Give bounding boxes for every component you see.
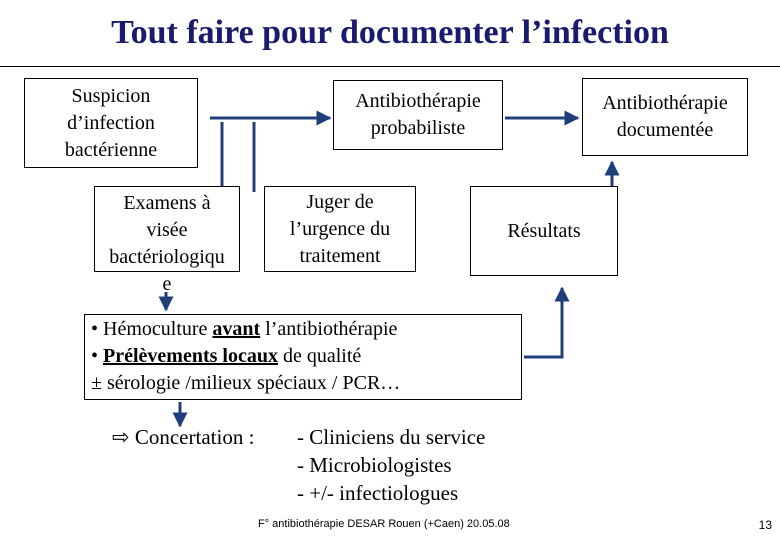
list-item: • Prélèvements locaux de qualité [91, 345, 362, 367]
box-examens-label: Examens à visée bactériologiqu e [109, 192, 225, 295]
box-probabiliste-label: Antibiothérapie probabiliste [355, 90, 481, 139]
arrow-list-to-resultats [524, 288, 562, 357]
box-juger-label: Juger de l’urgence du traitement [289, 190, 391, 267]
box-suspicion-label: Suspicion d’infection bactérienne [64, 84, 158, 161]
box-resultats-label: Résultats [507, 219, 581, 242]
concertation-label: Concertation : [134, 425, 255, 449]
box-documentee [582, 78, 748, 156]
list-item: ± sérologie /milieux spéciaux / PCR… [91, 372, 401, 394]
sampling-list [84, 314, 522, 400]
emphasis-prelevements: Prélèvements locaux [103, 345, 278, 367]
footer-text: F° antibiothérapie DESAR Rouen (+Caen) 20.05.08 [258, 518, 510, 530]
list-item: - +/- infectiologues [297, 481, 459, 505]
page-title: Tout faire pour documenter l’infection [111, 14, 669, 51]
box-probabiliste [333, 80, 503, 150]
emphasis-avant: avant [212, 318, 261, 340]
box-juger [264, 186, 416, 272]
concertation-block [112, 423, 485, 507]
list-item: • Hémoculture avant l’antibiothérapie [91, 318, 398, 340]
list-item: - Cliniciens du service [297, 425, 486, 449]
box-resultats [470, 186, 618, 276]
list-item: - Microbiologistes [297, 453, 452, 477]
page-number: 13 [758, 518, 772, 532]
box-documentee-label: Antibiothérapie documentée [602, 92, 728, 141]
box-suspicion [24, 78, 198, 168]
box-examens [94, 186, 240, 295]
arrow-icon: ⇨ [112, 425, 130, 449]
